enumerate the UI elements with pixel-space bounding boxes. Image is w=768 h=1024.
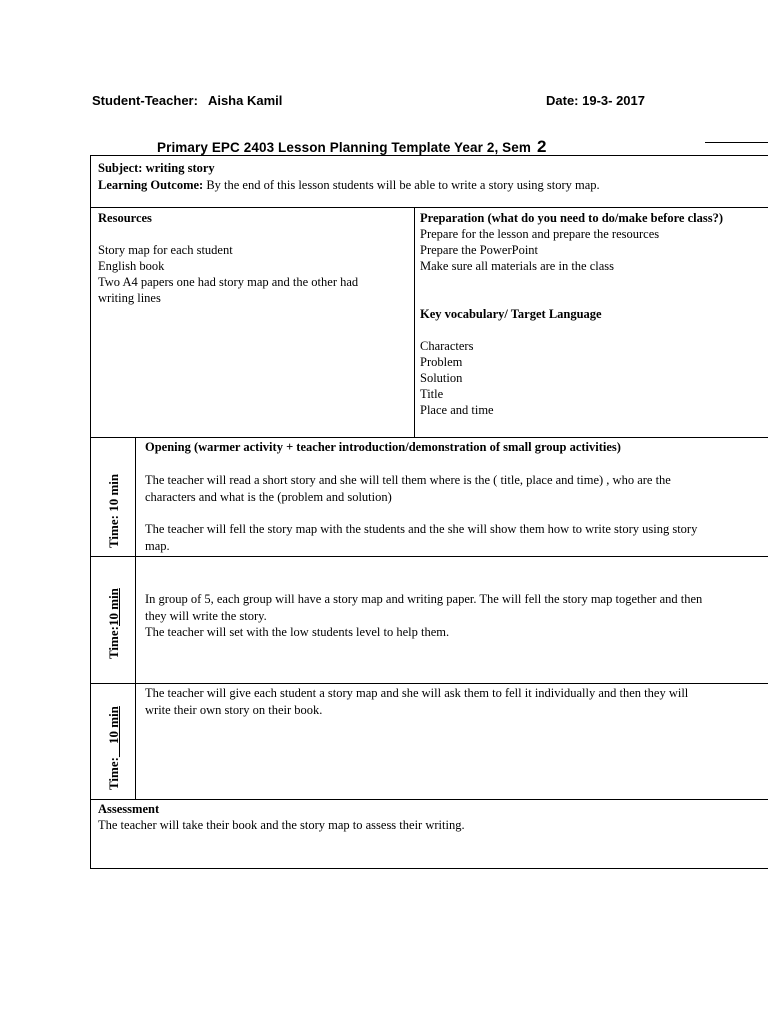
time-prefix: Time: — [106, 626, 121, 659]
individual-line: The teacher will give each student a story map and she will ask them to fell it individually and then they will — [145, 686, 689, 700]
title-main: Primary EPC 2403 Lesson Planning Template Year 2, Sem — [157, 140, 531, 155]
resources-heading: Resources — [98, 211, 152, 225]
opening-text-line: map. — [145, 538, 170, 553]
assessment-text: The teacher will take their book and the story map to assess their writing. — [98, 818, 465, 832]
time-cell — [90, 557, 136, 683]
opening-text-line: The teacher will fell the story map with the students and the she will show them how to write story using story — [145, 522, 698, 536]
group-work-text — [145, 591, 702, 641]
vocabulary-heading: Key vocabulary/ Target Language — [420, 307, 602, 321]
individual-text — [145, 685, 688, 718]
resources-column — [98, 210, 358, 306]
time-cell — [90, 684, 136, 799]
assessment-content — [98, 801, 465, 833]
time-label: Time: 10 min — [106, 473, 121, 548]
preparation-item: Prepare the PowerPoint — [420, 243, 539, 257]
vocabulary-item: Solution — [420, 371, 463, 385]
group-work-line: The teacher will set with the low students level to help them. — [145, 625, 450, 639]
preparation-column — [420, 210, 723, 418]
opening-paragraph-1 — [145, 472, 671, 505]
student-teacher-name: Aisha Kamil — [207, 93, 283, 108]
stage-group-work — [90, 556, 768, 684]
group-work-line: In group of 5, each group will have a story map and writing paper. The will fell the story map together and then — [145, 592, 703, 606]
title-sem-number: 2 — [536, 137, 547, 156]
time-label — [106, 588, 122, 659]
time-value: 10 min — [106, 588, 121, 627]
opening-heading: Opening (warmer activity + teacher introduction/demonstration of small group activities) — [145, 440, 621, 454]
subject-line — [98, 160, 215, 176]
learning-outcome-label: Learning Outcome: — [98, 178, 204, 192]
individual-line: write their own story on their book. — [145, 702, 323, 717]
date-field: Date: 19-3- 2017 — [546, 93, 645, 108]
vocabulary-item: Title — [420, 387, 444, 401]
resources-preparation-section — [90, 207, 768, 438]
resources-item: writing lines — [98, 291, 161, 305]
opening-text-line: characters and what is the (problem and solution) — [145, 489, 392, 504]
resources-item: English book — [98, 259, 165, 273]
time-value: __10 min — [106, 706, 121, 758]
page-title — [157, 137, 547, 157]
assessment-section — [90, 799, 768, 869]
stage-individual — [90, 683, 768, 800]
group-work-line: they will write the story. — [145, 608, 267, 623]
vocabulary-item: Characters — [420, 339, 474, 353]
preparation-item: Prepare for the lesson and prepare the resources — [420, 227, 660, 241]
resources-item: Story map for each student — [98, 243, 233, 257]
assessment-heading: Assessment — [98, 802, 160, 816]
opening-text-line: The teacher will read a short story and she will tell them where is the ( title, place and time) , who are the — [145, 473, 671, 487]
time-cell — [90, 438, 136, 556]
stage-opening — [90, 437, 768, 557]
title-rule — [705, 142, 768, 143]
subject-value: writing story — [145, 161, 215, 175]
time-label — [106, 706, 122, 790]
learning-outcome-line — [98, 177, 600, 193]
student-teacher-label: Student-Teacher: — [92, 93, 198, 108]
preparation-heading: Preparation (what do you need to do/make before class?) — [420, 211, 723, 225]
vocabulary-item: Place and time — [420, 403, 494, 417]
vocabulary-item: Problem — [420, 355, 463, 369]
time-prefix: Time: — [106, 757, 121, 790]
learning-outcome-value: By the end of this lesson students will be able to write a story using story map. — [206, 178, 600, 192]
opening-paragraph-2 — [145, 521, 697, 554]
column-divider — [414, 208, 415, 437]
subject-label: Subject: — [98, 161, 143, 175]
preparation-item: Make sure all materials are in the class — [420, 259, 615, 273]
subject-section — [90, 155, 768, 208]
student-teacher-line — [92, 93, 282, 108]
resources-item: Two A4 papers one had story map and the other had — [98, 275, 359, 289]
